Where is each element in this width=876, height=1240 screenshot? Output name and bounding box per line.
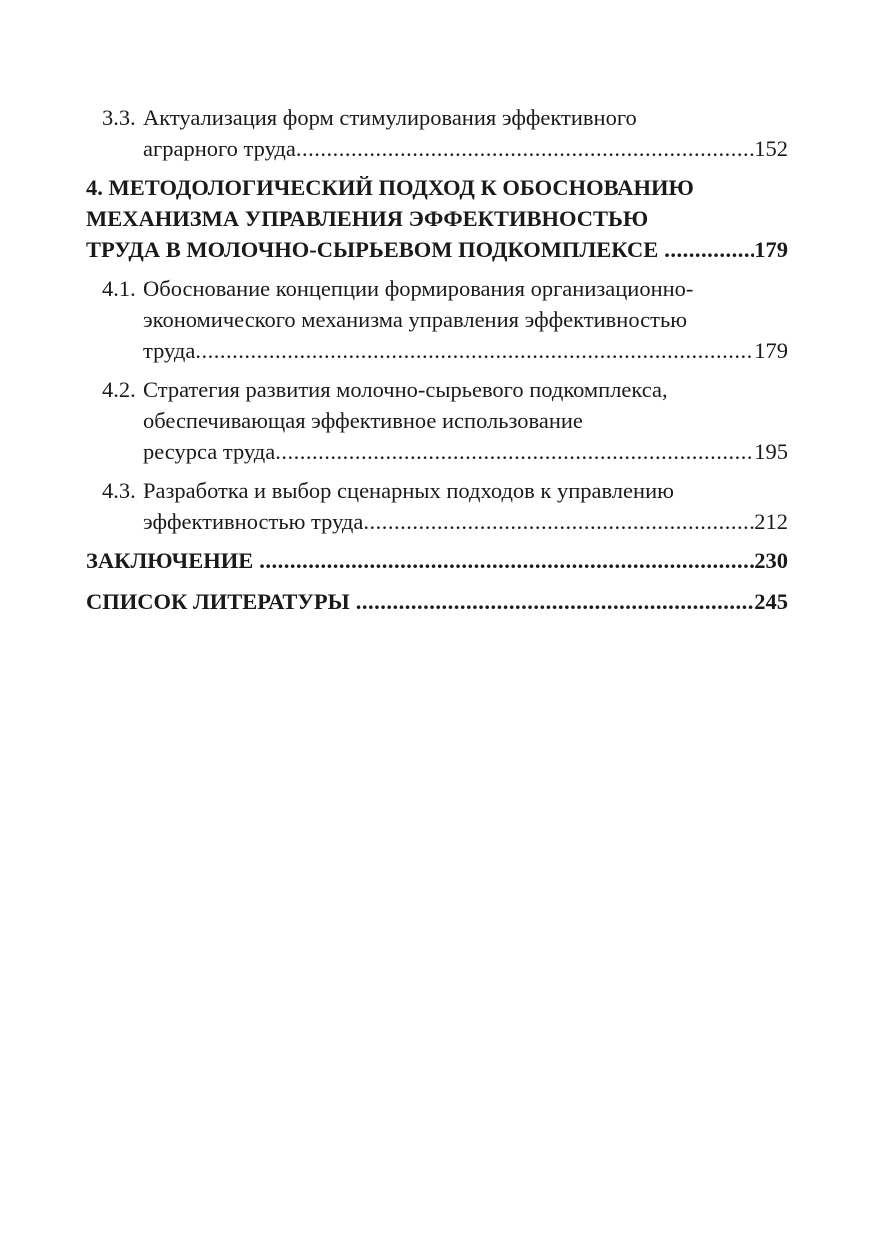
toc-entry-4-1[interactable] <box>86 273 788 366</box>
toc-entry-title-line: Обоснование концепции формирования организационно- <box>143 276 694 301</box>
toc-entry-number: 3.3. <box>102 105 136 130</box>
toc-entry-4-2-heading <box>86 374 788 405</box>
toc-section-title: ЗАКЛЮЧЕНИЕ <box>86 548 254 573</box>
toc-entry-4-1-heading <box>86 273 788 304</box>
toc-entry-title-line: Актуализация форм стимулирования эффективного <box>143 105 637 130</box>
toc-entry-title-line: эффективностью труда <box>143 509 364 534</box>
toc-entry-title-line: Разработка и выбор сценарных подходов к управлению <box>143 478 674 503</box>
toc-entry-4-3-last-line <box>86 506 788 537</box>
leader-dots <box>658 234 754 265</box>
toc-conclusion-line <box>86 545 788 576</box>
toc-entry-number: 4.2. <box>102 377 136 402</box>
toc-chapter-title-line: ТРУДА В МОЛОЧНО-СЫРЬЕВОМ ПОДКОМПЛЕКСЕ <box>86 237 659 262</box>
toc-chapter-4[interactable] <box>86 172 788 265</box>
toc-entry-4-2-last-line <box>86 436 788 467</box>
leader-dots <box>275 436 754 467</box>
toc-entry-title-line: обеспечивающая эффективное использование <box>143 408 583 433</box>
leader-dots <box>195 335 754 366</box>
toc-entry-3-3-heading <box>86 102 788 133</box>
toc-entry-4-3-heading <box>86 475 788 506</box>
toc-page-number: 179 <box>754 237 788 262</box>
toc-page-number: 179 <box>754 338 788 363</box>
toc-entry-title-line: ресурса труда <box>143 439 276 464</box>
leader-dots <box>350 586 755 617</box>
toc-entry-3-3[interactable] <box>86 102 788 164</box>
toc-chapter-title-line: МЕХАНИЗМА УПРАВЛЕНИЯ ЭФФЕКТИВНОСТЬЮ <box>86 206 649 231</box>
toc-references-line <box>86 586 788 617</box>
toc-page-number: 230 <box>754 548 788 573</box>
toc-entry-3-3-last-line <box>86 133 788 164</box>
toc-entry-title-line: труда <box>143 338 196 363</box>
toc-entry-title-line: Стратегия развития молочно-сырьевого подкомплекса, <box>143 377 668 402</box>
toc-page-number: 245 <box>754 589 788 614</box>
toc-chapter-title-line: 4. МЕТОДОЛОГИЧЕСКИЙ ПОДХОД К ОБОСНОВАНИЮ <box>86 175 694 200</box>
toc-entry-title-line: экономического механизма управления эффективностью <box>143 307 688 332</box>
toc-entry-number: 4.3. <box>102 478 136 503</box>
leader-dots <box>363 506 754 537</box>
table-of-contents <box>86 102 788 617</box>
toc-entry-number: 4.1. <box>102 276 136 301</box>
toc-entry-4-1-last-line <box>86 335 788 366</box>
leader-dots <box>253 545 754 576</box>
toc-section-title: СПИСОК ЛИТЕРАТУРЫ <box>86 589 350 614</box>
toc-entry-4-2[interactable] <box>86 374 788 467</box>
leader-dots <box>296 133 754 164</box>
toc-entry-4-3[interactable] <box>86 475 788 537</box>
toc-page-number: 152 <box>754 136 788 161</box>
toc-conclusion[interactable] <box>86 545 788 576</box>
toc-page-number: 195 <box>754 439 788 464</box>
toc-entry-title-line: аграрного труда <box>143 136 296 161</box>
toc-chapter-4-last-line <box>86 234 788 265</box>
toc-references[interactable] <box>86 586 788 617</box>
toc-page-number: 212 <box>754 509 788 534</box>
